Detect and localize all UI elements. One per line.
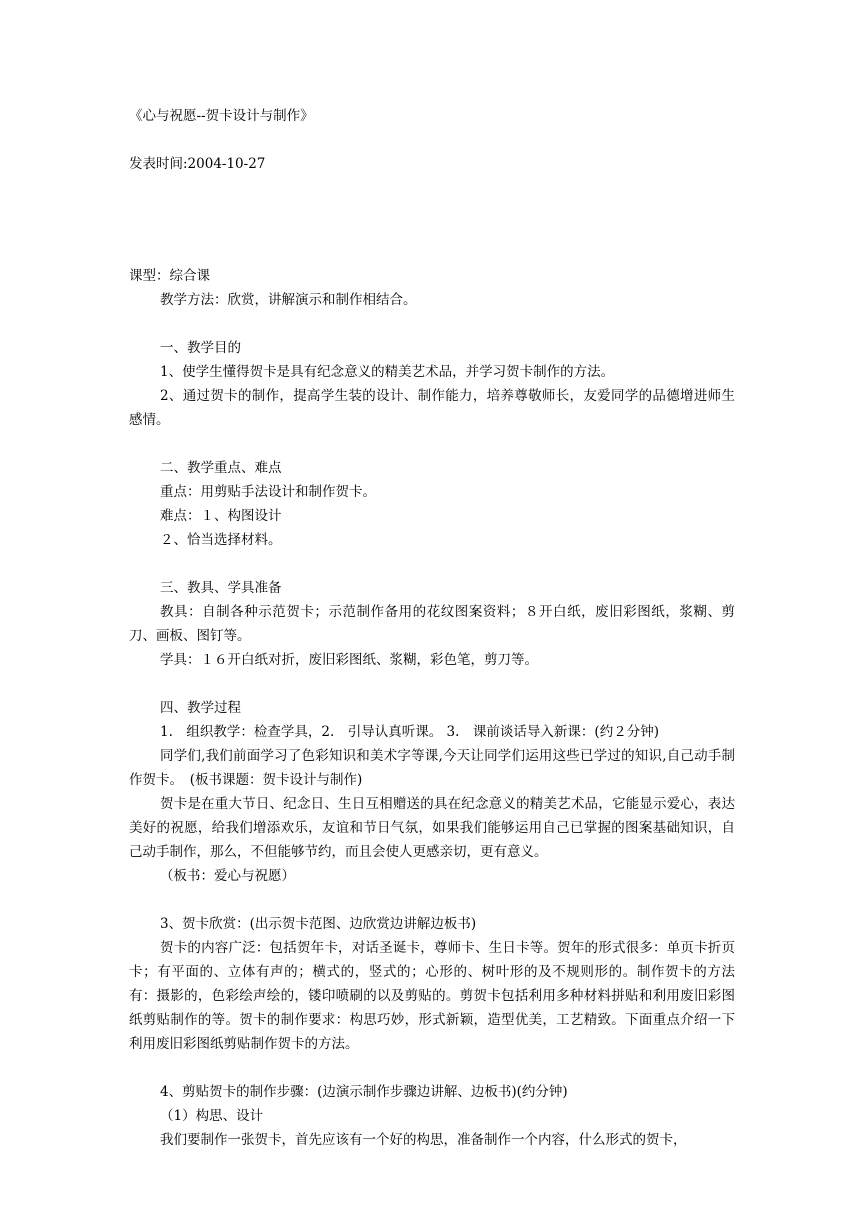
paragraph: （1）构思、设计 <box>160 1108 264 1124</box>
spacer <box>129 672 735 696</box>
paragraph: 我们要制作一张贺卡，首先应该有一个好的构思，准备制作一个内容，什么形式的贺卡， <box>160 1132 687 1148</box>
paragraph: 学具：１６开白纸对折，废旧彩图纸、浆糊，彩色笔，剪刀等。 <box>160 652 538 668</box>
document-body <box>129 264 735 1152</box>
section-heading: 二、教学重点、难点 <box>160 460 282 476</box>
section-heading: 3、贺卡欣赏：(出示贺卡范图、边欣赏边讲解边板书) <box>160 916 477 932</box>
paragraph: 重点：用剪贴手法设计和制作贺卡。 <box>160 484 376 500</box>
spacer <box>129 432 735 456</box>
document-title: 《心与祝愿--贺卡设计与制作》 <box>129 108 314 124</box>
spacer <box>129 312 735 336</box>
publish-date: 发表时间:2004-10-27 <box>129 156 266 172</box>
spacer <box>129 1056 735 1080</box>
paragraph: 贺卡的内容广泛：包括贺年卡，对话圣诞卡，尊师卡、生日卡等。贺年的形式很多：单页卡折页卡；有平面的、立体有声的；横式的，竖式的；心形的、树叶形的及不规则形的。制作贺卡的方法有：摄影的，色彩绘声绘的，镂印喷刷的以及剪贴的。剪贺卡包括利用多种材料拼贴和利用废旧彩图纸剪贴制作的等。贺卡的制作要求：构思巧妙，形式新颖，造型优美，工艺精致。下面重点介绍一下利用废旧彩图纸剪贴制作贺卡的方法。 <box>129 940 735 1052</box>
paragraph: ２、恰当选择材料。 <box>160 532 282 548</box>
section-heading: 4、剪贴贺卡的制作步骤：(边演示制作步骤边讲解、边板书)(约分钟) <box>160 1084 568 1100</box>
paragraph: 1. 组织教学：检查学具，2. 引导认真听课。 3. 课前谈话导入新课：(约２分钟) <box>160 724 659 740</box>
paragraph: 同学们,我们前面学习了色彩知识和美术字等课,今天让同学们运用这些已学过的知识,自己动手制作贺卡。 (板书课题：贺卡设计与制作) <box>129 748 735 788</box>
paragraph: 难点：１、构图设计 <box>160 508 282 524</box>
spacer <box>129 552 735 576</box>
section-heading: 四、教学过程 <box>160 700 241 716</box>
teaching-method: 教学方法：欣赏，讲解演示和制作相结合。 <box>160 292 417 308</box>
paragraph: （板书：爱心与祝愿） <box>160 868 295 884</box>
spacer <box>129 888 735 912</box>
paragraph: 1、使学生懂得贺卡是具有纪念意义的精美艺术品，并学习贺卡制作的方法。 <box>160 364 615 380</box>
paragraph: 贺卡是在重大节日、纪念日、生日互相赠送的具在纪念意义的精美艺术品，它能显示爱心，表达美好的祝愿，给我们增添欢乐，友谊和节日气氛，如果我们能够运用自己已掌握的图案基础知识，自己动手制作，那么，不但能够节约，而且会使人更感亲切，更有意义。 <box>129 796 735 860</box>
paragraph: 2、通过贺卡的制作，提高学生装的设计、制作能力，培养尊敬师长，友爱同学的品德增进师生感情。 <box>129 388 735 428</box>
section-heading: 一、教学目的 <box>160 340 241 356</box>
paragraph: 教具：自制各种示范贺卡；示范制作备用的花纹图案资料；８开白纸，废旧彩图纸，浆糊、剪刀、画板、图钉等。 <box>129 604 735 644</box>
course-type: 课型：综合课 <box>129 268 210 284</box>
section-heading: 三、教具、学具准备 <box>160 580 282 596</box>
